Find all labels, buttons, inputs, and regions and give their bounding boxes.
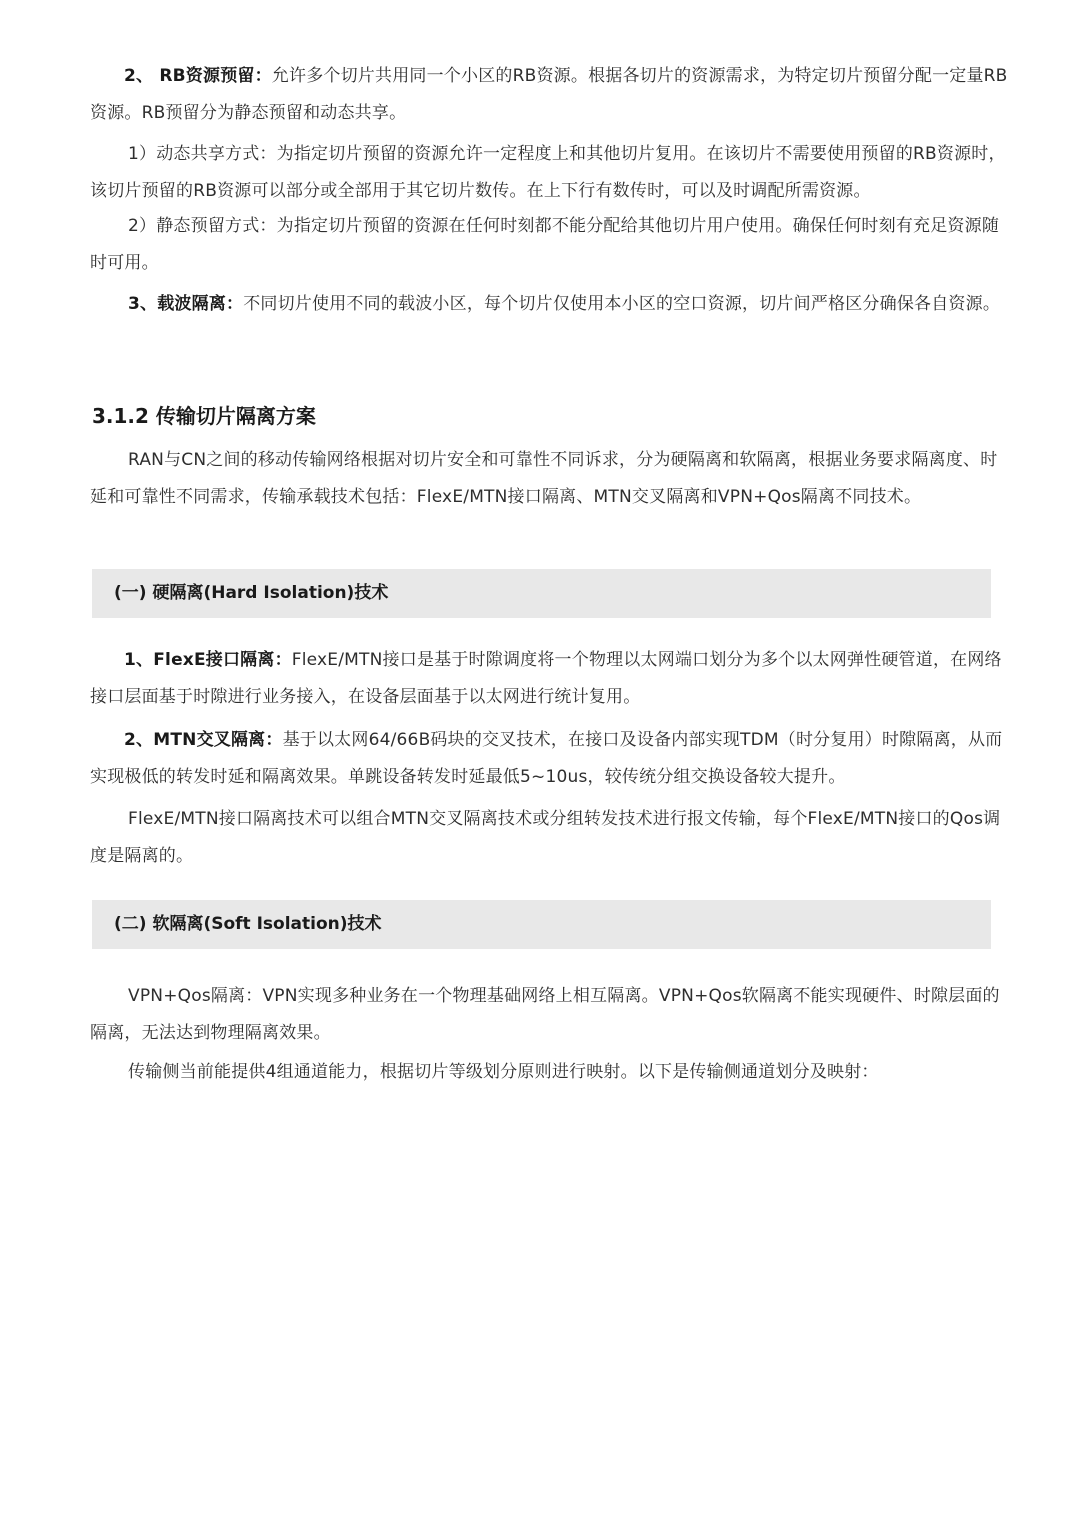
- paragraph-rb-static: [90, 208, 1010, 282]
- paragraph-rb-dynamic: [90, 136, 1010, 210]
- mtn-cross-body: 基于以太网64/66B码块的交叉技术，在接口及设备内部实现TDM（时分复用）时隙隔离，从而实现极低的转发时延和隔离效果。单跳设备转发时延最低5~10us，较传统分组交换设备较大提升。: [90, 730, 1003, 787]
- paragraph-vpn-qos: [90, 978, 1010, 1052]
- carrier-isolation-lead: 3、载波隔离：: [128, 294, 244, 314]
- paragraph-mtn-cross: [90, 722, 1010, 796]
- rb-reservation-lead: 2、 RB资源预留：: [124, 66, 272, 86]
- transport-intro-text: RAN与CN之间的移动传输网络根据对切片安全和可靠性不同诉求，分为硬隔离和软隔离，根据业务要求隔离度、时延和可靠性不同需求，传输承载技术包括：FlexE/MTN接口隔离、MTN交叉隔离和VPN+Qos隔离不同技术。: [90, 450, 998, 507]
- rb-reservation-body: 允许多个切片共用同一个小区的RB资源。根据各切片的资源需求，为特定切片预留分配一定量RB资源。RB预留分为静态预留和动态共享。: [90, 66, 1008, 123]
- hard-isolation-title: (一) 硬隔离(Hard Isolation)技术: [114, 583, 389, 603]
- flexe-isolation-body: FlexE/MTN接口是基于时隙调度将一个物理以太网端口划分为多个以太网弹性硬管道，在网络接口层面基于时隙进行业务接入，在设备层面基于以太网进行统计复用。: [90, 650, 1002, 707]
- rb-static-text: 2）静态预留方式：为指定切片预留的资源在任何时刻都不能分配给其他切片用户使用。确保任何时刻有充足资源随时可用。: [90, 216, 1000, 273]
- mtn-cross-lead: 2、MTN交叉隔离：: [124, 730, 283, 750]
- flexe-combination-text: FlexE/MTN接口隔离技术可以组合MTN交叉隔离技术或分组转发技术进行报文传输，每个FlexE/MTN接口的Qos调度是隔离的。: [90, 809, 1001, 866]
- paragraph-flexe-isolation: [90, 642, 1010, 716]
- paragraph-transport-intro: [90, 442, 1010, 516]
- vpn-qos-text: VPN+Qos隔离：VPN实现多种业务在一个物理基础网络上相互隔离。VPN+Qos软隔离不能实现硬件、时隙层面的隔离，无法达到物理隔离效果。: [90, 986, 1000, 1043]
- carrier-isolation-body: 不同切片使用不同的载波小区，每个切片仅使用本小区的空口资源，切片间严格区分确保各自资源。: [243, 294, 1001, 314]
- soft-isolation-banner: [92, 900, 991, 949]
- flexe-isolation-lead: 1、FlexE接口隔离：: [124, 650, 292, 670]
- hard-isolation-banner: [92, 569, 991, 618]
- paragraph-carrier-isolation: [90, 286, 1010, 323]
- rb-dynamic-text: 1）动态共享方式：为指定切片预留的资源允许一定程度上和其他切片复用。在该切片不需要使用预留的RB资源时，该切片预留的RB资源可以部分或全部用于其它切片数传。在上下行有数传时，可以及时调配所需资源。: [90, 144, 1006, 201]
- paragraph-flexe-combination: [90, 801, 1010, 875]
- soft-isolation-title: (二) 软隔离(Soft Isolation)技术: [114, 914, 382, 934]
- paragraph-rb-reservation: [90, 58, 1010, 132]
- section-heading-3-1-2: 3.1.2 传输切片隔离方案: [92, 404, 316, 428]
- transport-channels-text: 传输侧当前能提供4组通道能力，根据切片等级划分原则进行映射。以下是传输侧通道划分及映射：: [128, 1062, 879, 1082]
- paragraph-transport-channels: [90, 1054, 1010, 1091]
